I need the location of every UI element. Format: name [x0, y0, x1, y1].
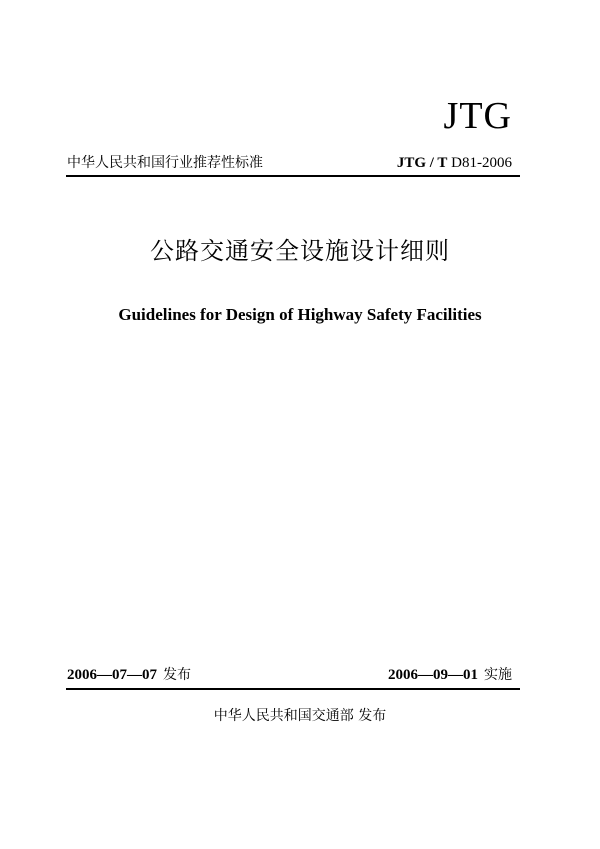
standard-code-number: D81-2006: [451, 155, 512, 171]
jtg-logo: JTG: [443, 95, 512, 137]
issue-label: 发布: [163, 667, 191, 683]
effective-date-line: [388, 666, 512, 684]
issue-date-line: [67, 666, 191, 684]
document-title-chinese: 公路交通安全设施设计细则: [150, 237, 450, 265]
issue-date: 2006—07—07: [67, 667, 157, 683]
effective-label: 实施: [484, 667, 512, 683]
standard-series-label: 中华人民共和国行业推荐性标准: [67, 155, 263, 171]
standard-code: [397, 154, 512, 172]
document-title-english: Guidelines for Design of Highway Safety Facilities: [118, 305, 482, 324]
standard-code-prefix: JTG / T: [396, 155, 448, 171]
footer-divider: [66, 688, 520, 690]
effective-date: 2006—09—01: [388, 667, 478, 683]
publisher-line: 中华人民共和国交通部 发布: [213, 708, 387, 724]
header-divider: [66, 175, 520, 177]
